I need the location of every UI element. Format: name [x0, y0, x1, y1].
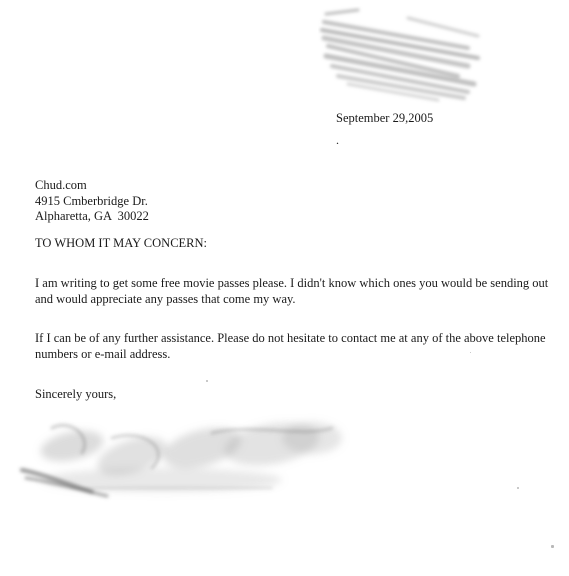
body-paragraph-2 [35, 331, 550, 362]
recipient-city-state-zip: Alpharetta, GA 30022 [35, 209, 149, 223]
paragraph-line: and would appreciate any passes that come my way. [35, 291, 296, 306]
scan-speck [551, 545, 554, 548]
recipient-address [35, 178, 149, 225]
scan-speck [517, 487, 519, 489]
letter-date: September 29,2005 [336, 111, 434, 125]
paragraph-line: If I can be of any further assistance. Please do not hesitate to contact me at any of the above telephone [35, 331, 546, 345]
scan-speck [470, 352, 471, 353]
redacted-signature [12, 408, 362, 523]
closing: Sincerely yours, [35, 387, 117, 401]
recipient-name: Chud.com [35, 178, 87, 192]
stray-mark: . [336, 133, 339, 147]
recipient-street: 4915 Cmberbridge Dr. [35, 193, 148, 208]
paragraph-line: numbers or e-mail address. [35, 346, 171, 361]
redacted-letterhead [318, 6, 486, 104]
salutation: TO WHOM IT MAY CONCERN: [35, 236, 208, 250]
scan-speck [206, 380, 208, 382]
body-paragraph-1 [35, 276, 550, 307]
paragraph-line: I am writing to get some free movie passes please. I didn't know which ones you would be sending out [35, 276, 549, 290]
